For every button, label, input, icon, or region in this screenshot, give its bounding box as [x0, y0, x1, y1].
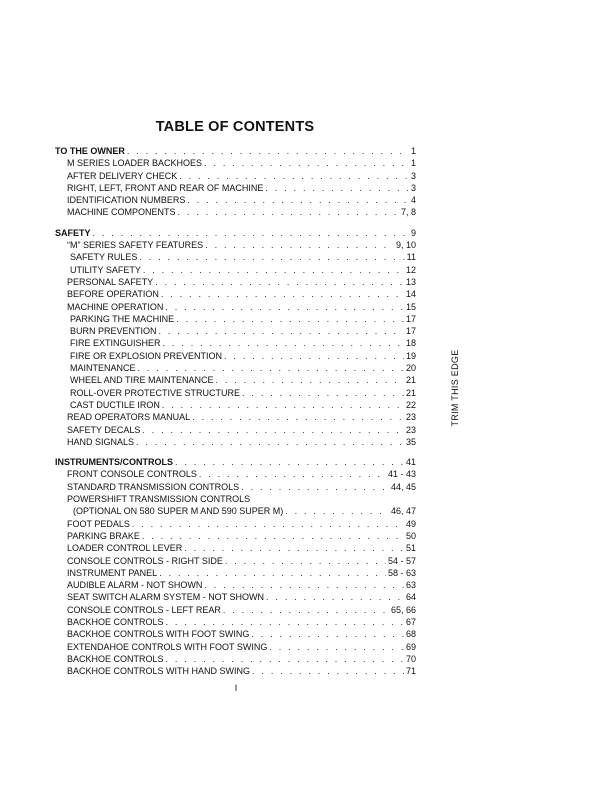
toc-entry-page: 21 — [405, 387, 416, 398]
toc-entry-page: 50 — [405, 530, 416, 541]
toc-entry[interactable] — [55, 567, 416, 579]
toc-entry-label: BEFORE OPERATION — [67, 289, 159, 300]
toc-entry-page: 20 — [405, 363, 416, 374]
toc-entry-page: 12 — [405, 264, 416, 275]
toc-entry-page: 11 — [406, 252, 416, 263]
toc-entry-label: BACKHOE CONTROLS WITH FOOT SWING — [67, 629, 250, 640]
toc-entry-label: FIRE OR EXPLOSION PREVENTION — [70, 350, 223, 361]
toc-entry[interactable] — [55, 411, 416, 423]
toc-entry-page: 46, 47 — [390, 506, 416, 517]
toc-entry-label: SEAT SWITCH ALARM SYSTEM - NOT SHOWN — [67, 592, 265, 603]
page-number: I — [234, 683, 238, 693]
toc-entry-label: PERSONAL SAFETY — [67, 276, 154, 287]
toc-entry-label: MAINTENANCE — [70, 363, 136, 374]
toc-entry-label: SAFETY RULES — [70, 252, 138, 263]
toc-entry[interactable] — [55, 399, 416, 411]
toc-entry-label: HAND SIGNALS — [67, 436, 135, 447]
toc-entry-page: 21 — [405, 375, 416, 386]
toc-entry-page: 69 — [405, 641, 416, 652]
toc-entry[interactable] — [55, 505, 416, 517]
toc-heading-label: TO THE OWNER — [55, 146, 125, 156]
toc-entry-page: 44, 45 — [390, 481, 416, 492]
toc-entry-label: IDENTIFICATION NUMBERS — [67, 195, 186, 206]
toc-entry-page: 68 — [405, 629, 416, 640]
toc-entry[interactable] — [55, 591, 416, 603]
toc-entry-label: BURN PREVENTION — [70, 326, 157, 337]
toc-entry-page: 49 — [405, 518, 416, 529]
toc-entry[interactable] — [55, 350, 416, 362]
toc-entry[interactable] — [55, 170, 416, 182]
toc-entry-label: (OPTIONAL ON 580 SUPER M AND 590 SUPER M) — [73, 506, 284, 517]
toc-entry-label: WHEEL AND TIRE MAINTENANCE — [70, 375, 214, 386]
toc-entry-label: STANDARD TRANSMISSION CONTROLS — [67, 481, 240, 492]
toc-entry-label: FIRE EXTINGUISHER — [70, 338, 161, 349]
toc-entry-page: 71 — [405, 666, 416, 677]
trim-edge-label: TRIM THIS EDGE — [450, 349, 460, 427]
toc-entry[interactable] — [55, 579, 416, 591]
toc-entry[interactable] — [55, 182, 416, 194]
toc-entry-page: 58 - 63 — [387, 567, 416, 578]
toc-entry-page: 17 — [405, 313, 416, 324]
toc-entry-label: UTILITY SAFETY — [70, 264, 141, 275]
toc-entry[interactable] — [55, 628, 416, 640]
toc-entry-label: “M” SERIES SAFETY FEATURES — [67, 240, 204, 251]
toc-heading[interactable] — [55, 227, 416, 239]
toc-entry-label: MACHINE OPERATION — [67, 301, 164, 312]
toc-entry[interactable] — [55, 653, 416, 665]
toc-entry[interactable] — [55, 374, 416, 386]
toc-entry[interactable] — [55, 157, 416, 169]
toc-heading-page: 1 — [410, 146, 416, 156]
toc-entry[interactable] — [55, 206, 416, 218]
toc-entry-label: FRONT CONSOLE CONTROLS — [67, 469, 197, 480]
toc-entry[interactable] — [55, 251, 416, 263]
toc-entry[interactable] — [55, 616, 416, 628]
toc-entry-page: 67 — [405, 616, 416, 627]
toc-entry-page: 19 — [405, 350, 416, 361]
toc-entry-label: PARKING BRAKE — [67, 530, 140, 541]
toc-heading-label: INSTRUMENTS/CONTROLS — [55, 457, 173, 468]
toc-entry[interactable] — [55, 276, 416, 288]
toc-entry[interactable] — [55, 239, 416, 251]
toc-section-to-the-owner — [55, 145, 416, 219]
toc-entry-page: 7, 8 — [400, 207, 416, 218]
toc-entry[interactable] — [55, 436, 416, 448]
toc-entry[interactable] — [55, 337, 416, 349]
toc-entry[interactable] — [55, 264, 416, 276]
toc-entry-page: 23 — [405, 424, 416, 435]
toc-entry[interactable] — [55, 641, 416, 653]
toc-entry-label: M SERIES LOADER BACKHOES — [67, 158, 203, 169]
toc-entry-label: AUDIBLE ALARM - NOT SHOWN — [67, 580, 203, 591]
toc-entry[interactable] — [55, 518, 416, 530]
toc-entry-page: 35 — [405, 436, 416, 447]
toc-entry-page: 22 — [405, 399, 416, 410]
toc-section-safety — [55, 227, 416, 448]
toc-entry-label: MACHINE COMPONENTS — [67, 207, 176, 218]
toc-entry-label: BACKHOE CONTROLS — [67, 616, 164, 627]
toc-entry-label: BACKHOE CONTROLS WITH HAND SWING — [67, 666, 251, 677]
table-of-contents — [55, 145, 416, 685]
toc-heading-label: SAFETY — [55, 227, 91, 238]
toc-entry-label: INSTRUMENT PANEL — [67, 567, 158, 578]
toc-entry-page: 64 — [405, 592, 416, 603]
toc-entry-label: FOOT PEDALS — [67, 518, 130, 529]
toc-entry-page: 4 — [410, 195, 416, 206]
toc-entry-label: EXTENDAHOE CONTROLS WITH FOOT SWING — [67, 641, 268, 652]
toc-entry-page: 23 — [405, 412, 416, 423]
toc-heading[interactable] — [55, 145, 416, 157]
toc-entry-page: 1 — [410, 158, 416, 169]
toc-heading-page: 9 — [410, 227, 416, 238]
toc-entry[interactable] — [55, 665, 416, 677]
toc-entry-page: 51 — [405, 543, 416, 554]
toc-entry-page: 70 — [405, 653, 416, 664]
toc-entry-label: PARKING THE MACHINE — [70, 313, 175, 324]
toc-entry[interactable] — [55, 387, 416, 399]
toc-entry-label: READ OPERATORS MANUAL — [67, 412, 191, 423]
toc-entry-page: 3 — [410, 182, 416, 193]
toc-entry-page: 41 - 43 — [387, 469, 416, 480]
toc-entry[interactable] — [55, 481, 416, 493]
toc-entry[interactable] — [55, 493, 416, 505]
toc-entry-page: 54 - 57 — [387, 555, 416, 566]
toc-entry[interactable] — [55, 424, 416, 436]
toc-entry-label: RIGHT, LEFT, FRONT AND REAR OF MACHINE — [67, 182, 264, 193]
toc-entry-label: POWERSHIFT TRANSMISSION CONTROLS — [67, 494, 251, 505]
toc-entry[interactable] — [55, 530, 416, 542]
toc-entry[interactable] — [55, 604, 416, 616]
toc-entry-page: 9, 10 — [395, 240, 416, 251]
toc-entry[interactable] — [55, 194, 416, 206]
toc-entry-page: 14 — [405, 289, 416, 300]
toc-entry-label: CONSOLE CONTROLS - RIGHT SIDE — [67, 555, 223, 566]
toc-entry[interactable] — [55, 288, 416, 300]
toc-entry-label: SAFETY DECALS — [67, 424, 141, 435]
toc-heading[interactable] — [55, 456, 416, 468]
toc-entry[interactable] — [55, 555, 416, 567]
toc-entry[interactable] — [55, 301, 416, 313]
toc-entry-label: CAST DUCTILE IRON — [70, 399, 160, 410]
toc-entry[interactable] — [55, 542, 416, 554]
toc-entry-label: CONSOLE CONTROLS - LEFT REAR — [67, 604, 221, 615]
toc-entry-page: 3 — [410, 170, 416, 181]
toc-heading-page: 41 — [405, 457, 416, 468]
toc-entry-label: BACKHOE CONTROLS — [67, 653, 164, 664]
toc-entry-page: 18 — [405, 338, 416, 349]
toc-entry[interactable] — [55, 468, 416, 480]
toc-entry-label: AFTER DELIVERY CHECK — [67, 170, 178, 181]
toc-entry-page: 17 — [405, 326, 416, 337]
toc-entry-page: 65, 66 — [390, 604, 416, 615]
toc-section-instruments-controls — [55, 456, 416, 677]
toc-entry-page: 63 — [405, 580, 416, 591]
toc-entry-label: LOADER CONTROL LEVER — [67, 543, 183, 554]
toc-entry[interactable] — [55, 362, 416, 374]
toc-entry-page: 13 — [405, 276, 416, 287]
toc-entry[interactable] — [55, 325, 416, 337]
toc-entry-label: ROLL-OVER PROTECTIVE STRUCTURE — [70, 387, 241, 398]
toc-entry-page: 15 — [405, 301, 416, 312]
toc-entry[interactable] — [55, 313, 416, 325]
page-title: TABLE OF CONTENTS — [155, 119, 315, 135]
